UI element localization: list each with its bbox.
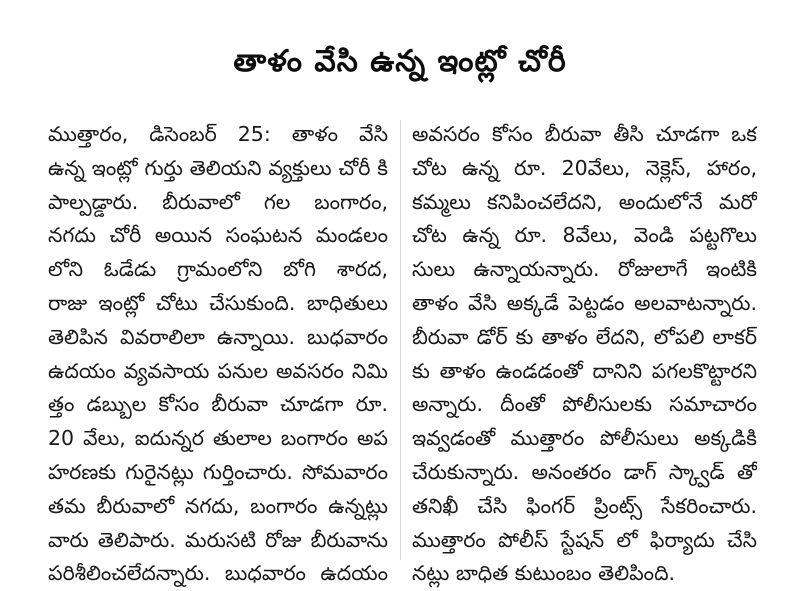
- article-line: ముత్తారం పోలీస్ స్టేషన్ లో ఫిర్యాదు చేసి: [412, 527, 757, 552]
- article-line: నట్లు బాధిత కుటుంబం తెలిపింది.: [412, 561, 676, 586]
- column-divider: [400, 120, 401, 560]
- article-line: తనిఖీ చేసి ఫింగర్ ప్రింట్స్ సేకరించారు.: [412, 493, 757, 518]
- article-line: లోని ఓడేడు గ్రామంలోని బోగి శారద,: [48, 257, 388, 282]
- article-line: పాల్పడ్డారు. బీరువాలో గల బంగారం,: [48, 189, 388, 214]
- article-line: తమ బీరువాలో నగదు, బంగారం ఉన్నట్లు: [48, 493, 388, 518]
- article-line: నగదు చోరీ అయిన సంఘటన మండలం: [48, 223, 388, 248]
- article-line: ముత్తారం, డిసెంబర్ 25: తాళం వేసి: [48, 122, 388, 146]
- article-column-left: [48, 118, 388, 591]
- article-line: హరణకు గురైనట్లు గుర్తించారు. సోమవారం: [48, 459, 388, 484]
- article-line: వారు తెలిపారు. మరుసటి రోజు బీరువాను: [48, 527, 388, 552]
- article-line: పరిశీలించలేదన్నారు. బుధవారం ఉదయం: [48, 561, 388, 586]
- article-line: సులు ఉన్నాయన్నారు. రోజులాగే ఇంటికి: [412, 257, 757, 282]
- article-line: ఉదయం వ్యవసాయ పనుల అవసరం నిమి: [48, 358, 388, 383]
- article-line: తెలిపిన వివరాలిలా ఉన్నాయి. బుధవారం: [48, 324, 388, 349]
- article-line: ఇవ్వడంతో ముత్తారం పోలీసులు అక్కడికి: [412, 426, 757, 451]
- article-line: తాళం వేసి అక్కడే పెట్టడం అలవాటన్నారు.: [412, 290, 757, 315]
- article-line: రాజు ఇంట్లో చోటు చేసుకుంది. బాధితులు: [48, 290, 388, 315]
- article-column-right: [412, 118, 757, 591]
- article-line: అన్నారు. దీంతో పోలీసులకు సమాచారం: [412, 392, 757, 417]
- article-line: ఉన్న ఇంట్లో గుర్తు తెలియని వ్యక్తులు చోరీ కి: [48, 155, 388, 180]
- article-line: కు తాళం ఉండడంతో దానిని పగలకొట్టారని: [412, 358, 757, 383]
- article-line: చోట ఉన్న రూ. 20వేలు, నెక్లెస్, హారం,: [412, 155, 757, 180]
- headline: తాళం వేసి ఉన్న ఇంట్లో చోరీ: [233, 44, 567, 79]
- article-line: త్తం డబ్బుల కోసం బీరువా చూడగా రూ.: [48, 392, 388, 417]
- article-line: చేరుకున్నారు. అనంతరం డాగ్ స్క్వాడ్ తో: [412, 459, 757, 484]
- article-line: 20 వేలు, ఐదున్నర తులాల బంగారం అప: [48, 426, 388, 451]
- article-line: కమ్మలు కనిపించలేదని, అందులోనే మరో: [412, 189, 757, 214]
- article-line: చోట ఉన్న రూ. 8వేలు, వెండి పట్టగొలు: [412, 223, 757, 248]
- article-line: బీరువా డోర్ కు తాళం లేదని, లోపలి లాకర్: [412, 324, 757, 349]
- article-line: అవసరం కోసం బీరువా తీసి చూడగా ఒక: [412, 122, 757, 146]
